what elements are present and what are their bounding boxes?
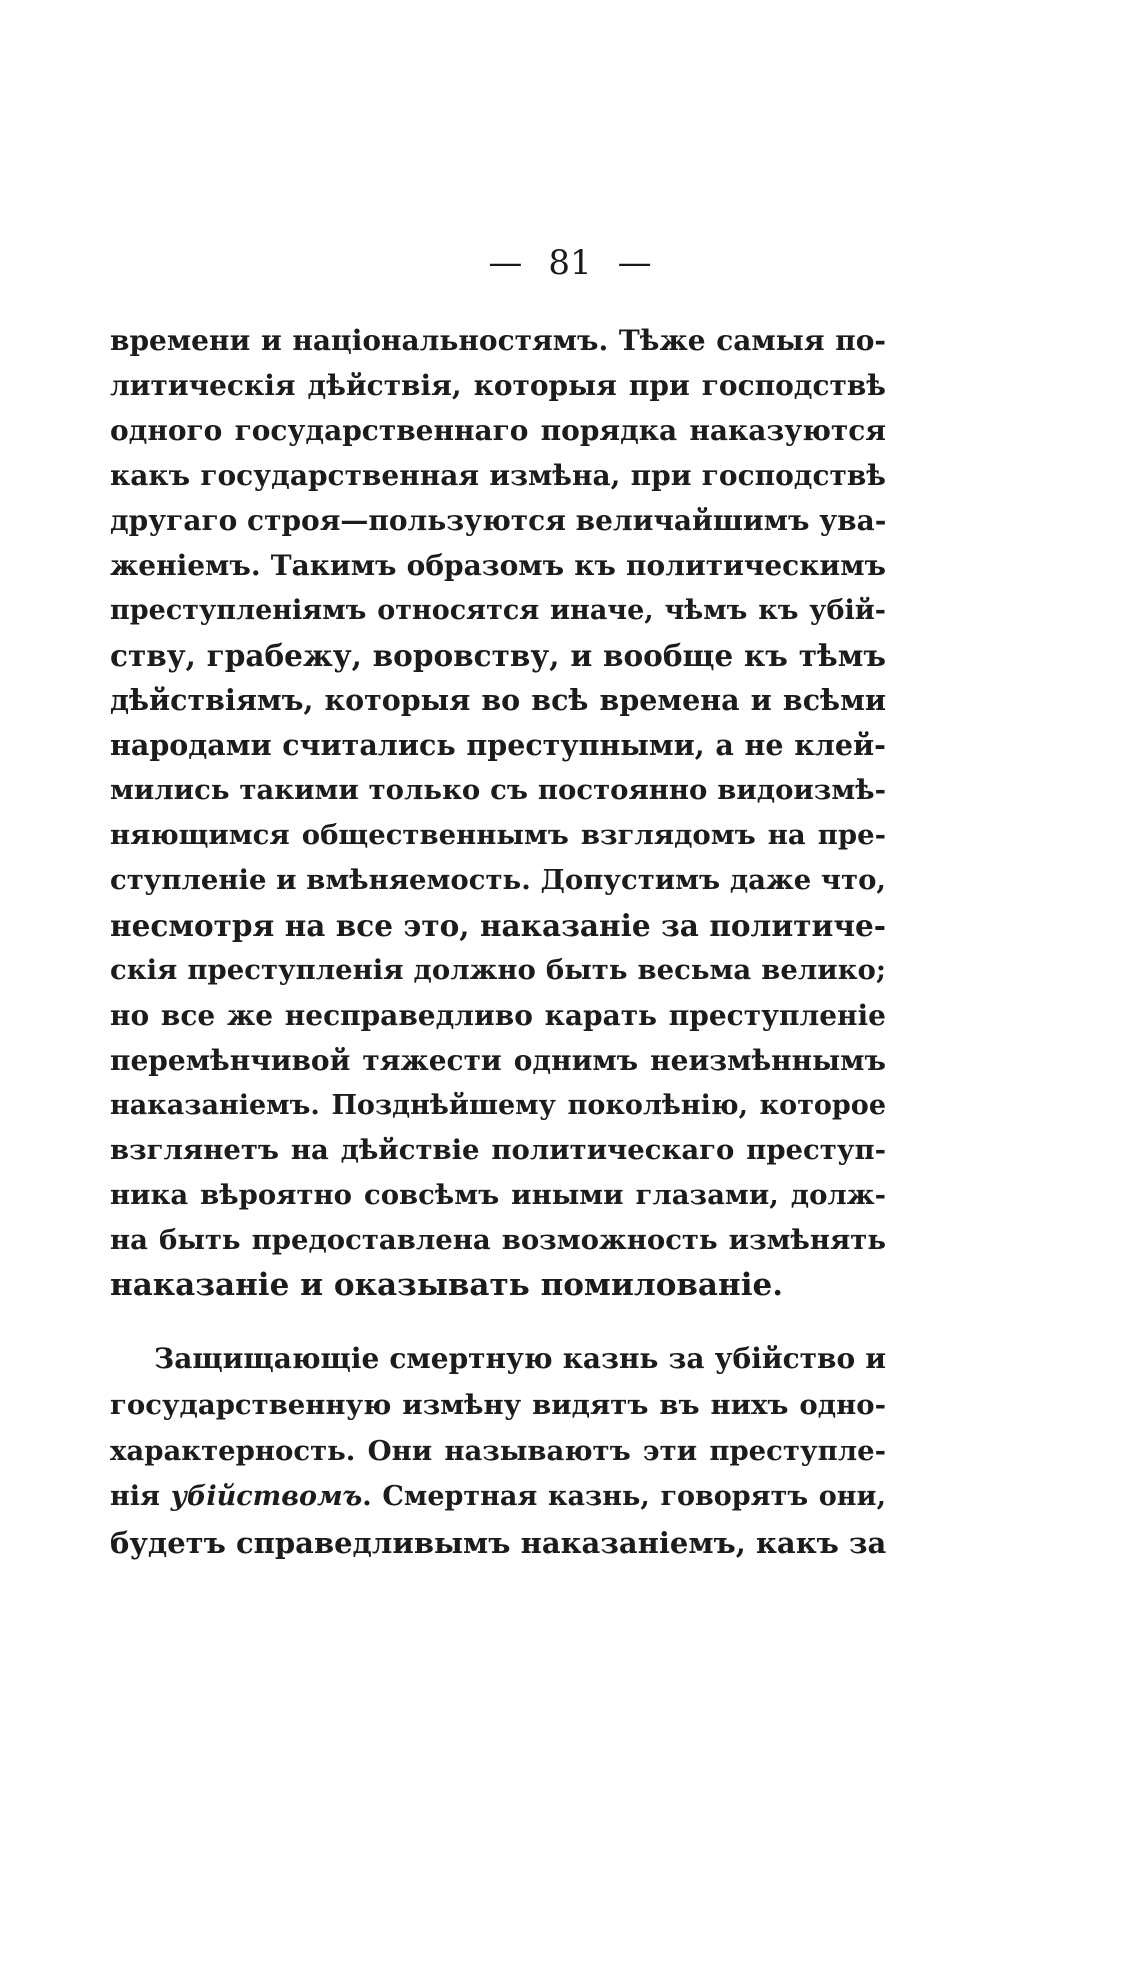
text-line: ступленіе и вмѣняемость. Допустимъ даже что, <box>110 864 886 896</box>
text-line: женіемъ. Такимъ образомъ къ политическимъ <box>110 549 886 582</box>
text-line: на быть предоставлена возможность измѣнять <box>110 1224 886 1256</box>
text-line: несмотря на все это, наказаніе за политиче- <box>110 908 886 943</box>
text-line: государственную измѣну видятъ въ нихъ одно- <box>110 1389 886 1421</box>
line-4-suffix: . Смертная казнь, говорятъ они, <box>362 1481 886 1512</box>
text-line: перемѣнчивой тяжести однимъ неизмѣннымъ <box>110 1044 886 1077</box>
text-line: ству, грабежу, воровству, и вообще къ тѣмъ <box>110 638 886 673</box>
text-line: наказаніе и оказывать помилованіе. <box>110 1267 783 1303</box>
text-line: времени и національностямъ. Тѣже самыя по- <box>110 324 886 357</box>
paragraph-1 <box>110 318 886 1308</box>
text-line: няющимся общественнымъ взглядомъ на пре- <box>110 819 886 851</box>
text-line: наказаніемъ. Позднѣйшему поколѣнію, которое <box>110 1090 886 1121</box>
text-line: другаго строя—пользуются величайшимъ ува- <box>110 504 887 537</box>
paragraph-2 <box>110 1336 886 1566</box>
text-line: характерность. Они называютъ эти преступле- <box>110 1435 886 1467</box>
page-number: 81 <box>548 243 592 283</box>
line-4-prefix: нія <box>110 1481 171 1512</box>
text-line: будетъ справедливымъ наказаніемъ, какъ за <box>110 1526 887 1560</box>
text-line: дѣйствіямъ, которыя во всѣ времена и всѣми <box>110 683 886 717</box>
text-line: литическія дѣйствія, которыя при господствѣ <box>110 369 886 402</box>
text-line: скія преступленія должно быть весьма велико; <box>110 954 886 986</box>
italic-emphasis: убійствомъ <box>170 1481 363 1512</box>
text-line: одного государственнаго порядка наказуются <box>110 414 886 447</box>
text-line: какъ государственная измѣна, при господствѣ <box>110 459 886 492</box>
page-header <box>0 238 1140 288</box>
text-line: мились такими только съ постоянно видоизмѣ- <box>110 774 886 806</box>
text-line: Защищающіе смертную казнь за убійство и <box>154 1342 886 1375</box>
text-line: народами считались преступными, а не клей- <box>110 728 886 762</box>
header-dash-right: — <box>617 243 652 283</box>
text-line-with-italic <box>110 1474 886 1520</box>
header-dash-left: — <box>488 243 523 283</box>
text-line: но все же несправедливо карать преступленіе <box>110 999 886 1032</box>
text-line: ника вѣроятно совсѣмъ иными глазами, долж- <box>110 1179 886 1211</box>
text-line: взглянетъ на дѣйствіе политическаго преступ- <box>110 1134 886 1166</box>
text-line: преступленіямъ относятся иначе, чѣмъ къ убій- <box>110 595 886 626</box>
